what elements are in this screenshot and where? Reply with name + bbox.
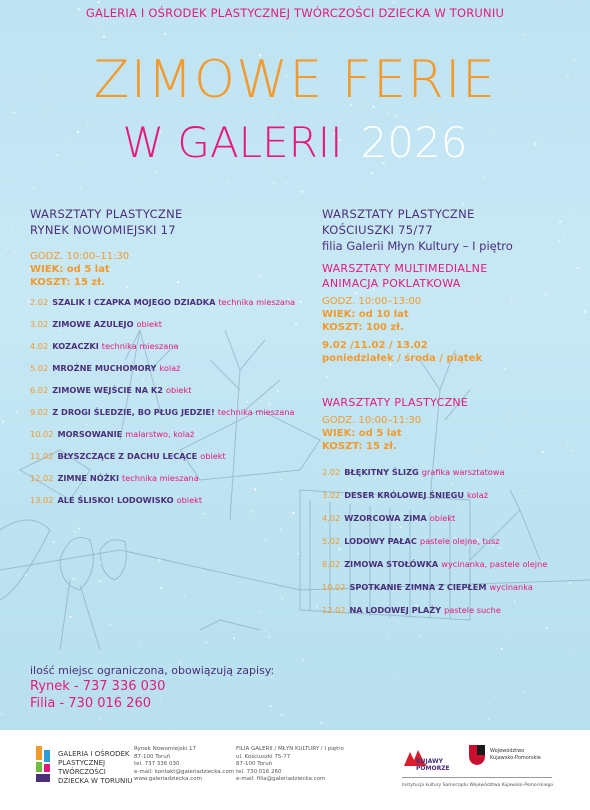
event-item <box>30 297 310 308</box>
event-title: BŁYSZCZĄCE Z DACHU LECĄCE <box>57 451 198 461</box>
event-date: 4.02 <box>30 341 49 351</box>
right-plastic-cost: KOSZT: 15 zł. <box>322 441 397 452</box>
snowflake-dot <box>14 250 16 252</box>
snowflake-dot <box>501 22 502 23</box>
enrollment-info <box>30 664 290 712</box>
event-title: WZORCOWA ZIMA <box>344 513 427 523</box>
event-date: 12.02 <box>30 473 54 483</box>
footer-address-branch: FILIA GALERII / MŁYN KULTURY / I piętro ul. Kościuszki 75-77 87-100 Toruń tel. 730 016 260 e-mail: filia@galeriadziecka.com <box>236 746 344 782</box>
event-date: 10.02 <box>30 429 54 439</box>
event-item <box>322 536 582 547</box>
event-technique: technika mieszana <box>122 473 199 483</box>
snowflake-dot <box>273 182 275 184</box>
snowflake-dot <box>103 35 106 38</box>
event-title: Z DROGI ŚLEDZIE, BO PŁUG JEDZIE! <box>52 407 215 417</box>
event-date: 5.02 <box>30 363 49 373</box>
snowflake-dot <box>138 179 139 180</box>
snowflake-dot <box>301 191 303 193</box>
event-title: SZALIK I CZAPKA MOJEGO DZIADKA <box>52 297 216 307</box>
snowflake-dot <box>396 114 398 116</box>
left-section-location: RYNEK NOWOMIEJSKI 17 <box>30 223 176 237</box>
event-item <box>322 582 582 593</box>
event-technique: obiekt <box>165 385 192 395</box>
event-date: 13.02 <box>30 495 54 505</box>
event-title: SPOTKANIE ZIMNA Z CIEPŁEM <box>349 582 487 592</box>
snowflake-dot <box>388 111 390 113</box>
event-technique: technika mieszana <box>218 297 296 307</box>
snowflake-dot <box>463 203 465 205</box>
snowflake-dot <box>270 167 271 168</box>
event-date: 3.02 <box>30 319 49 329</box>
multimedia-hours: GODZ. 10:00–13:00 <box>322 296 422 307</box>
snowflake-dot <box>13 112 15 114</box>
event-date: 9.02 <box>30 407 49 417</box>
event-title: ZIMOWE AZULEJO <box>52 319 134 329</box>
right-section-title: WARSZTATY PLASTYCZNE <box>322 207 475 221</box>
snowflake-dot <box>27 300 29 302</box>
event-title: MORSOWANIE <box>57 429 123 439</box>
event-date: 3.02 <box>322 490 341 500</box>
subtitle-w-galerii: W GALERII <box>122 118 343 167</box>
phone-rynek: Rynek - 737 336 030 <box>30 679 166 694</box>
multimedia-title-2: ANIMACJA POKLATKOWA <box>322 277 461 290</box>
left-cost: KOSZT: 15 zł. <box>30 277 105 288</box>
snowflake-dot <box>11 248 12 249</box>
event-title: ALE ŚLISKO! LODOWISKO <box>57 495 174 505</box>
snowflake-dot <box>291 37 292 38</box>
event-item <box>30 429 310 440</box>
event-technique: kolaż <box>159 363 181 373</box>
snowflake-dot <box>394 2 395 3</box>
snowflake-dot <box>6 247 8 249</box>
event-date: 2.02 <box>322 467 341 477</box>
event-technique: wycinanka, pastele olejne <box>441 559 548 569</box>
snowflake-dot <box>560 1 561 2</box>
event-technique: pastele olejne, tusz <box>419 536 500 546</box>
subtitle-year: 2026 <box>360 118 468 167</box>
event-item <box>30 407 310 418</box>
event-technique: grafika warsztatowa <box>421 467 505 477</box>
event-item <box>322 513 582 524</box>
snowflake-dot <box>228 182 229 183</box>
snowflake-dot <box>33 187 35 189</box>
event-title: BŁĘKITNY ŚLIZG <box>344 467 419 477</box>
footer-org-name: GALERIA I OŚRODEK PLASTYCZNEJ TWÓRCZOŚCI DZIECKA W TORUNIU <box>58 750 133 785</box>
snowflake-dot <box>7 179 8 180</box>
voivodeship-logo: Województwo Kujawsko-Pomorskie <box>468 742 548 784</box>
multimedia-cost: KOSZT: 100 zł. <box>322 322 404 333</box>
event-item <box>30 363 310 374</box>
snowflake-dot <box>234 197 236 199</box>
footer-divider <box>402 777 552 778</box>
right-event-list <box>322 467 582 616</box>
snowflake-dot <box>10 225 12 227</box>
event-item <box>322 490 582 501</box>
event-date: 2.02 <box>30 297 49 307</box>
event-technique: technika mieszana <box>217 407 295 417</box>
right-plastic-hours: GODZ. 10:00–11:30 <box>322 415 422 426</box>
event-title: LODOWY PAŁAC <box>344 536 417 546</box>
right-plastic-title: WARSZTATY PLASTYCZNE <box>322 396 469 409</box>
multimedia-age: WIEK: od 10 lat <box>322 309 409 320</box>
snowflake-dot <box>577 3 578 4</box>
event-title: ZIMOWA STOŁÓWKA <box>344 559 439 569</box>
multimedia-days: poniedziałek / środa / piątek <box>322 353 483 364</box>
event-title: KOZACZKI <box>52 341 99 351</box>
event-item <box>30 495 310 506</box>
event-item <box>322 605 582 616</box>
left-hours: GODZ. 10:00–11:30 <box>30 251 130 262</box>
event-date: 6.02 <box>322 559 341 569</box>
snowflake-dot <box>164 33 166 35</box>
snowflake-dot <box>316 203 317 204</box>
snowflake-dot <box>522 33 524 35</box>
voivodeship-coat-of-arms-icon <box>468 744 486 766</box>
event-title: ZIMNE NÓŻKI <box>57 473 120 483</box>
enrollment-note: ilość miejsc ograniczona, obowiązują zapisy: <box>30 664 275 677</box>
snowflake-dot <box>97 1 99 3</box>
right-branch: filia Galerii Młyn Kultury – I piętro <box>322 239 513 253</box>
event-technique: pastele suche <box>444 605 501 615</box>
event-date: 10.02 <box>322 582 346 592</box>
phone-filia: Filia - 730 016 260 <box>30 696 151 711</box>
event-item <box>30 341 310 352</box>
event-technique: obiekt <box>176 495 203 505</box>
event-item <box>322 467 582 478</box>
event-technique: kolaż <box>467 490 489 500</box>
snowflake-dot <box>155 172 157 174</box>
footer <box>0 730 590 810</box>
footer-institution-note: Instytucja kultury Samorządu Województwa Kujawsko-Pomorskiego <box>402 783 554 788</box>
event-technique: technika mieszana <box>101 341 179 351</box>
event-item <box>30 319 310 330</box>
event-date: 6.02 <box>30 385 49 395</box>
footer-address-main: Rynek Nowomiejski 17 87-100 Toruń tel. 737 336 030 e-mail: kontakt@galeriadziecka.com www.galeriadziecka.com <box>134 746 235 782</box>
left-section-title: WARSZTATY PLASTYCZNE <box>30 207 183 221</box>
snowflake-dot <box>584 311 587 314</box>
snowflake-dot <box>370 172 372 174</box>
multimedia-title-1: WARSZTATY MULTIMEDIALNE <box>322 262 488 275</box>
event-item <box>322 559 582 570</box>
event-item <box>30 473 310 484</box>
event-technique: malarstwo, kolaż <box>125 429 195 439</box>
event-technique: wycinanka <box>489 582 533 592</box>
snowflake-dot <box>392 1 394 3</box>
event-date: 4.02 <box>322 513 341 523</box>
left-age: WIEK: od 5 lat <box>30 264 110 275</box>
snowflake-dot <box>80 188 82 190</box>
snowflake-dot <box>212 182 213 183</box>
event-item <box>30 385 310 396</box>
event-date: 5.02 <box>322 536 341 546</box>
event-title: NA LODOWEJ PLAŻY <box>349 605 442 615</box>
snowflake-dot <box>311 307 312 308</box>
right-section-location: KOŚCIUSZKI 75/77 <box>322 223 433 237</box>
snowflake-dot <box>272 113 274 115</box>
multimedia-dates: 9.02 /11.02 / 13.02 <box>322 340 428 351</box>
event-item <box>30 451 310 462</box>
right-plastic-age: WIEK: od 5 lat <box>322 428 402 439</box>
right-column-koscIuszki <box>322 206 582 628</box>
left-column-rynek <box>30 206 310 517</box>
poster-title: ZIMOWE FERIE <box>93 50 497 110</box>
event-title: ZIMOWE WEJŚCIE NA K2 <box>52 385 163 395</box>
left-event-list <box>30 297 310 506</box>
kujawy-pomorze-logo: KUJAWY POMORZE <box>402 742 462 784</box>
poster-subtitle <box>0 118 590 167</box>
event-technique: obiekt <box>429 513 456 523</box>
event-technique: obiekt <box>136 319 163 329</box>
event-title: MROŹNE MUCHOMORY <box>52 363 157 373</box>
snowflake-dot <box>366 185 368 187</box>
event-title: DESER KRÓLOWEJ ŚNIEGU <box>344 490 465 500</box>
snowflake-dot <box>99 27 100 28</box>
event-technique: obiekt <box>200 451 226 461</box>
organization-header: GALERIA I OŚRODEK PLASTYCZNEJ TWÓRCZOŚCI DZIECKA W TORUNIU <box>85 6 505 20</box>
gallery-logo-icon <box>34 744 52 784</box>
snowflake-dot <box>285 182 287 184</box>
event-date: 11.02 <box>30 451 54 461</box>
snowflake-dot <box>483 176 486 179</box>
event-date: 12.02 <box>322 605 346 615</box>
